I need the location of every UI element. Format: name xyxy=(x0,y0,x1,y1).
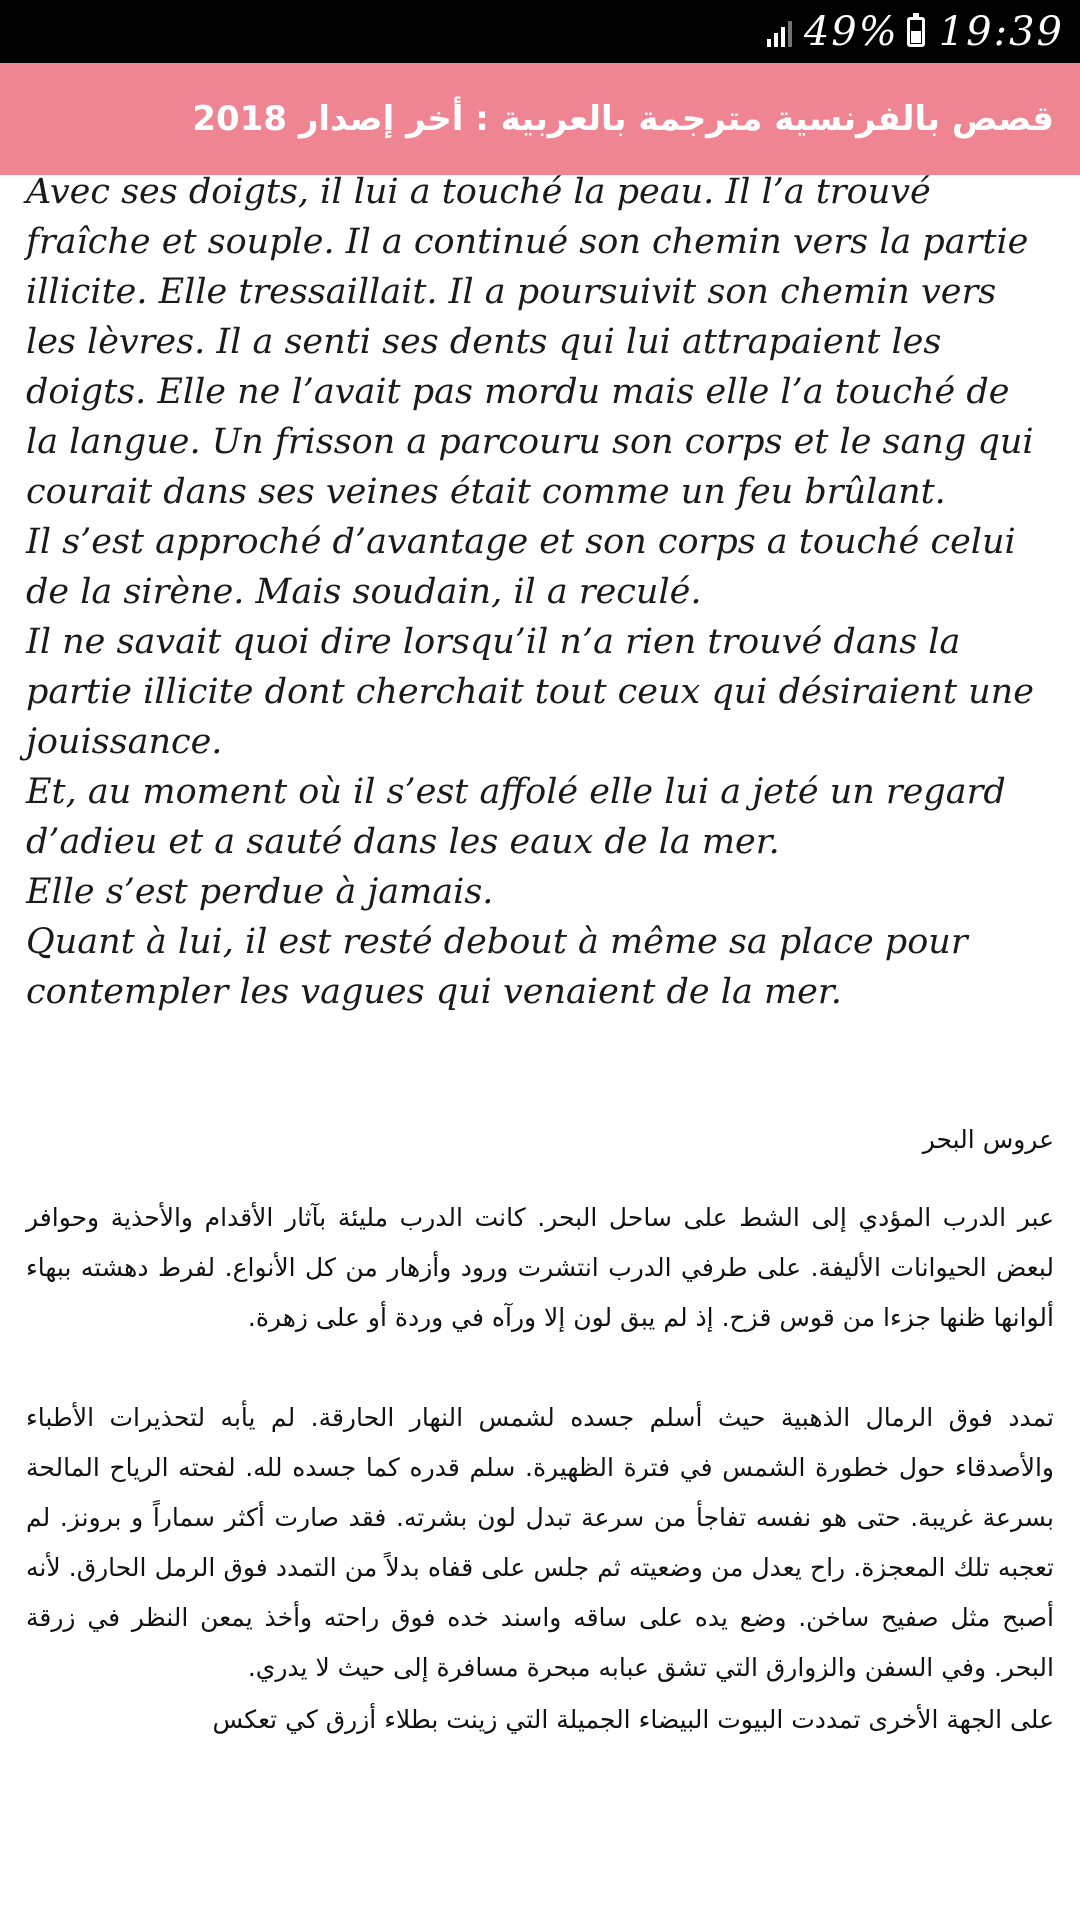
arabic-paragraph: عبر الدرب المؤدي إلى الشط على ساحل البحر. كانت الدرب مليئة بآثار الأقدام والأحذية وحوافر لبعض الحيوانات الأليفة. على طرفي الدرب انتشرت ورود وأزهار من كل الأنواع. لفرط دهشته ببهاء ألوانها ظنها جزءا من قوس قزح. إذ لم يبق لون إلا ورآه في وردة أو على زهرة. xyxy=(26,1203,1054,1332)
french-line: Quant à lui, il est resté debout à même sa place pour xyxy=(26,922,968,962)
story-content[interactable] xyxy=(0,175,1080,1920)
status-bar xyxy=(0,0,1080,63)
arabic-paragraph: تمدد فوق الرمال الذهبية حيث أسلم جسده لشمس النهار الحارقة. لم يأبه لتحذيرات الأطباء والأصدقاء حول خطورة الشمس في فترة الظهيرة. سلم قدره كما جسده لله. لفحته الرياح المالحة بسرعة غريبة. حتى هو نفسه تفاجأ من سرعة تبدل لون بشرته. فقد صارت أكثر سماراً و برونز. لم تعجبه تلك المعجزة. راح يعدل من وضعيته ثم جلس على قفاه بدلاً من التمدد فوق الرمل الحارق. لأنه أصبح مثل صفيح ساخن. وضع يده على ساقه واسند خده فوق راحته وأخذ يمعن النظر في زرقة البحر. وفي السفن والزوارق التي تشق عبابه مبحرة مسافرة إلى حيث لا يدري. xyxy=(26,1403,1054,1682)
french-line: doigts. Elle ne l’avait pas mordu mais elle l’a touché de xyxy=(26,372,1010,412)
french-line: Et, au moment où il s’est affolé elle lui a jeté un regard xyxy=(26,772,1006,812)
french-line: les lèvres. Il a senti ses dents qui lui attrapaient les xyxy=(26,322,942,362)
french-story xyxy=(26,175,1066,1017)
arabic-story-title: عروس البحر xyxy=(922,1125,1054,1154)
signal-icon xyxy=(764,17,792,47)
french-line: courait dans ses veines était comme un feu brûlant. xyxy=(26,472,946,512)
french-line: Avec ses doigts, il lui a touché la peau. Il l’a trouvé xyxy=(26,175,931,212)
clock: 19:39 xyxy=(938,8,1064,55)
french-line: d’adieu et a sauté dans les eaux de la mer. xyxy=(26,822,780,862)
french-line: de la sirène. Mais soudain, il a reculé. xyxy=(26,572,702,612)
french-line: fraîche et souple. Il a continué son chemin vers la partie xyxy=(26,222,1029,262)
french-line: Elle s’est perdue à jamais. xyxy=(26,872,494,912)
app-bar xyxy=(0,63,1080,175)
french-line: illicite. Elle tressaillait. Il a poursuivit son chemin vers xyxy=(26,272,997,312)
french-line: partie illicite dont cherchait tout ceux qui désiraient une xyxy=(26,672,1034,712)
battery-percent: 49% xyxy=(803,8,899,55)
french-line: contempler les vagues qui venaient de la mer. xyxy=(26,972,842,1012)
french-line: Il ne savait quoi dire lorsqu’il n’a rien trouvé dans la xyxy=(26,622,961,662)
french-line: la langue. Un frisson a parcouru son corps et le sang qui xyxy=(26,422,1034,462)
french-line: Il s’est approché d’avantage et son corps a touché celui xyxy=(26,522,1016,562)
french-line: jouissance. xyxy=(26,722,223,762)
arabic-paragraph: على الجهة الأخرى تمددت البيوت البيضاء الجميلة التي زينت بطلاء أزرق كي تعكس xyxy=(212,1705,1054,1734)
battery-icon xyxy=(907,17,925,47)
page-title: قصص بالفرنسية مترجمة بالعربية : أخر إصدار 2018 xyxy=(192,99,1054,139)
